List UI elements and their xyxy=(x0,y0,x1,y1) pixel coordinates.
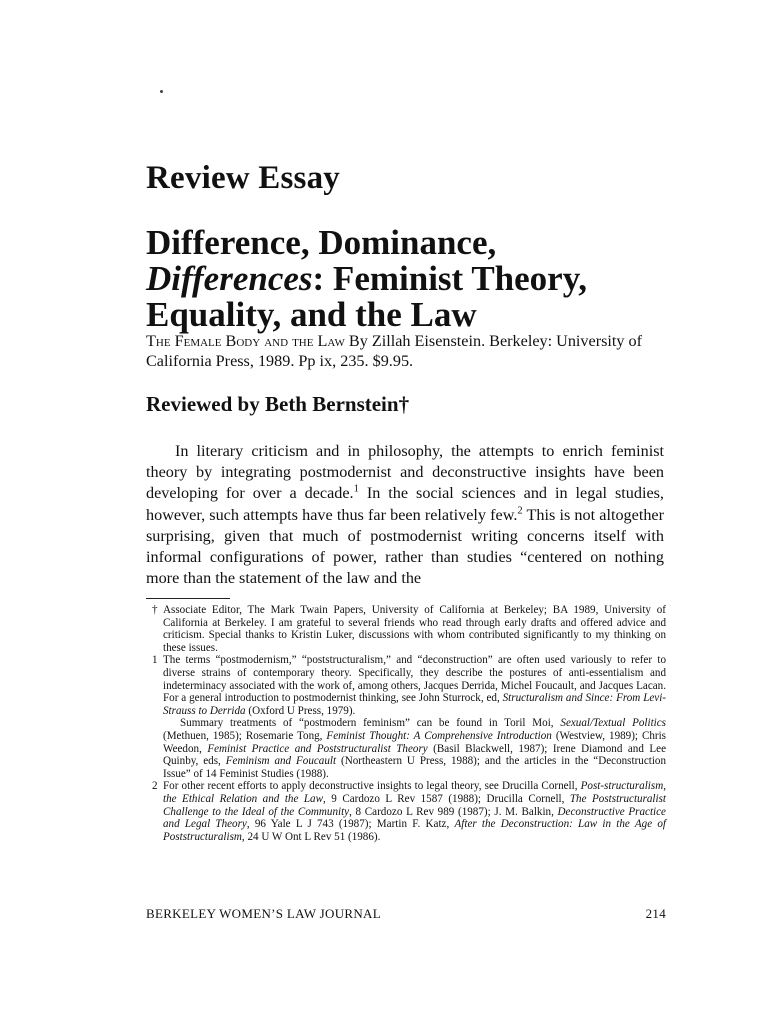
footnote-divider xyxy=(146,598,230,599)
footnote-text: (Westview, 1989); Chris Weedon, xyxy=(163,729,667,755)
footnote-1 xyxy=(150,654,666,717)
footnote-ref-2[interactable]: 2 xyxy=(517,505,523,517)
footnote-text: (Oxford U Press, 1979). xyxy=(245,704,356,717)
title-line-3: Equality, and the Law xyxy=(146,295,477,334)
footnote-text: (Northeastern U Press, 1988); and the articles in the “Deconstruction Issue” of 14 Feminist Studies (1988). xyxy=(163,755,666,780)
article-title xyxy=(146,225,646,333)
reviewer-line xyxy=(146,392,409,417)
footnote-text: , 8 Cardozo L Rev 989 (1987); J. M. Balkin, xyxy=(349,805,558,818)
book-citation xyxy=(146,331,664,371)
footnote-1-paragraph-2 xyxy=(150,717,666,780)
footnote-2 xyxy=(150,780,666,843)
footnote-citation-title: After the Deconstruction: Law in the Age of Poststructuralism xyxy=(163,818,667,843)
footnote-citation-title: Feminism and Foucault xyxy=(225,755,337,768)
body-text-part-2: In the social sciences and in legal studies, however, such attempts have thus far been relatively few. xyxy=(146,484,664,524)
book-title: The Female Body and the Law xyxy=(146,332,345,350)
footnote-citation-title: Structuralism and Since: From Levi-Strauss to Derrida xyxy=(163,692,666,717)
footnote-citation-title: Post-structuralism, the Ethical Relation and the Law xyxy=(163,780,666,805)
footnote-text: The terms “postmodernism,” “poststructuralism,” and “deconstruction” are often used variously to refer to diverse strains of contemporary theory. Specifically, they describe the postures of anti-essentialism and indeterminacy associated with the work of, among others, Jacques Derrida, Michel Foucault, and Jacques Lacan. For a general introduction to postmodernist thinking, see John Sturrock, ed, xyxy=(163,654,666,705)
footnote-citation-title: Feminist Thought: A Comprehensive Introduction xyxy=(326,729,552,742)
footnotes xyxy=(150,604,666,843)
title-line-1: Difference, Dominance, xyxy=(146,223,497,262)
footnote-text: For other recent efforts to apply deconstructive insights to legal theory, see Drucilla Cornell, xyxy=(163,780,581,793)
footnote-text: Summary treatments of “postmodern feminism” can be found in Toril Moi, xyxy=(180,717,561,730)
title-line-2 xyxy=(146,261,646,297)
body-text-part-3: This is not altogether surprising, given that much of postmodernist writing concerns itself with informal configurations of power, rather than studies “centered on nothing more than the statement of the law and the xyxy=(146,505,664,588)
footnote-citation-title: Sexual/Textual Politics xyxy=(560,717,666,730)
footnote-mark: † xyxy=(152,604,158,616)
page-number: 214 xyxy=(645,906,666,921)
body-paragraph xyxy=(146,441,664,589)
footnote-text: , 24 U W Ont L Rev 51 (1986). xyxy=(241,830,381,843)
reviewer-dagger: † xyxy=(398,392,410,416)
speck-mark xyxy=(160,90,163,93)
footnote-text: (Methuen, 1985); Rosemarie Tong, xyxy=(163,729,327,742)
footnote-text: , 96 Yale L J 743 (1987); Martin F. Katz, xyxy=(246,818,455,831)
footnote-text: , 9 Cardozo L Rev 1587 (1988); Drucilla Cornell, xyxy=(323,792,570,805)
reviewer-name: Reviewed by Beth Bernstein xyxy=(146,392,399,416)
footnote-text: (Basil Blackwell, 1987); Irene Diamond and Lee Quinby, eds, xyxy=(163,742,667,768)
footnote-mark: 2 xyxy=(152,780,158,793)
footnote-text: Associate Editor, The Mark Twain Papers, University of California at Berkeley; BA 1989, University of California at Berkeley. I am grateful to several friends who read through early drafts and offered advice and criticism. Special thanks to Kristin Luker, discussions with whom contributed significantly to my thinking on these issues. xyxy=(163,604,666,654)
footnote-citation-title: Deconstructive Practice and Legal Theory xyxy=(163,805,666,831)
title-line-2-rest: : Feminist Theory, xyxy=(312,259,588,298)
body-text-part-1: In literary criticism and in philosophy, the attempts to enrich feminist theory by integrating postmodernist and deconstructive insights have been developing for over a decade. xyxy=(146,442,664,503)
journal-name: BERKELEY WOMEN’S LAW JOURNAL xyxy=(146,906,381,921)
footnote-citation-title: Feminist Practice and Poststructuralist Theory xyxy=(207,742,428,755)
footnote-ref-1[interactable]: 1 xyxy=(353,484,359,496)
footnote-citation-title: The Poststructuralist Challenge to the Ideal of the Community xyxy=(163,792,666,818)
book-details: By Zillah Eisenstein. Berkeley: University of California Press, 1989. Pp ix, 235. $9.95. xyxy=(146,332,643,370)
title-italic-word: Differences xyxy=(146,259,313,298)
footnote-mark: 1 xyxy=(152,654,158,667)
section-heading: Review Essay xyxy=(146,160,340,196)
footnote-dagger xyxy=(150,604,666,654)
